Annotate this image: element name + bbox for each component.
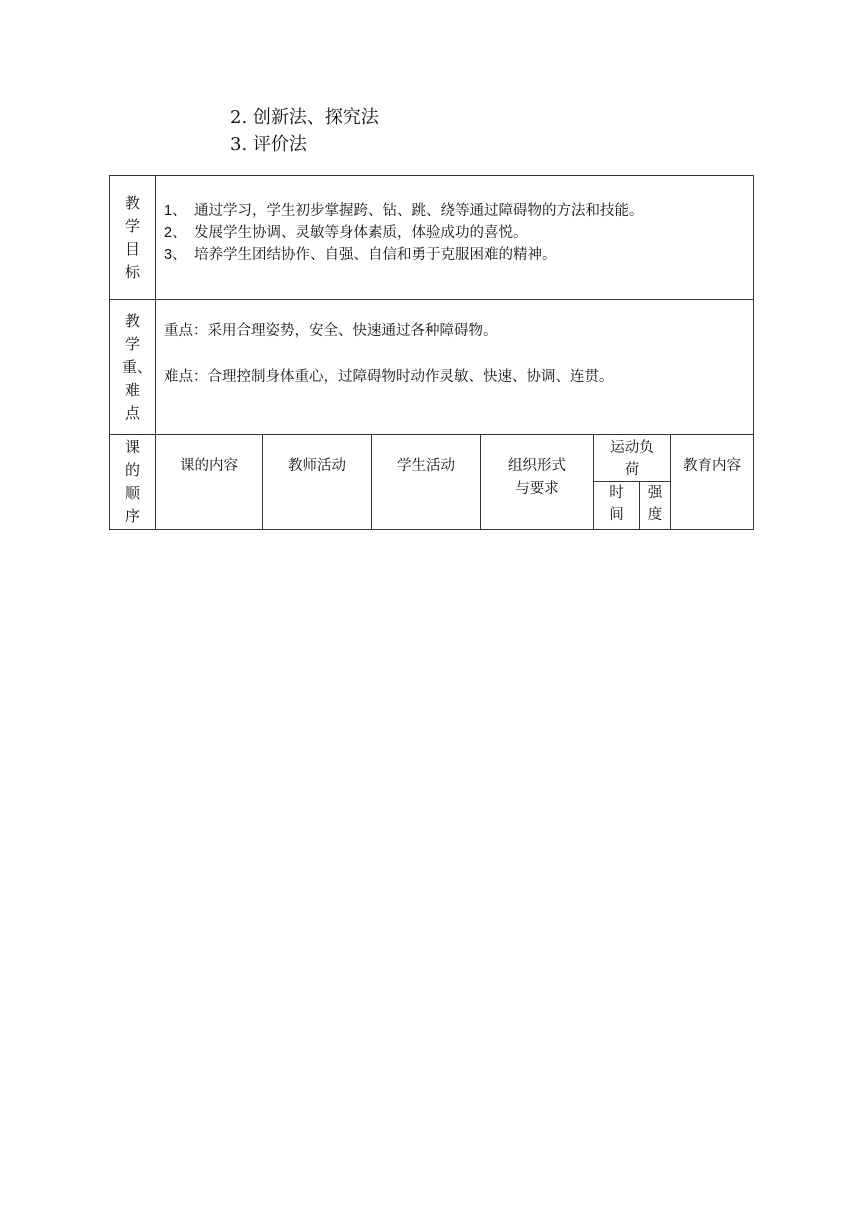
difficulty-point: 难点：合理控制身体重心，过障碍物时动作灵敏、快速、协调、连贯。 [164,369,614,385]
objective-item-2 [164,222,745,244]
objective-item-1 [164,200,745,222]
intensity-header: 强度 [640,482,671,530]
objective-text-3: 培养学生团结协作、自强、自信和勇于克服困难的精神。 [194,247,557,263]
load-header: 运动负荷 [594,435,671,482]
objective-num-2: 2、 [164,225,187,241]
student-activity-header: 学生活动 [372,435,481,530]
objectives-content [156,176,754,300]
objective-text-2: 发展学生协调、灵敏等身体素质，体验成功的喜悦。 [194,225,528,241]
order-header: 课的顺序 [110,435,156,530]
objective-text-1: 通过学习，学生初步掌握跨、钻、跳、绕等通过障碍物的方法和技能。 [194,203,644,219]
teaching-methods [230,104,379,158]
objectives-label: 教学目标 [110,176,156,300]
method-line-3: 3. 评价法 [230,134,307,155]
teacher-activity-header: 教师活动 [263,435,372,530]
objective-num-3: 3、 [164,247,187,263]
method-line-2: 2. 创新法、探究法 [230,107,379,128]
key-points-row [110,300,754,435]
header-row-top [110,435,754,482]
focus-point: 重点：采用合理姿势，安全、快速通过各种障碍物。 [164,323,498,339]
key-points-label: 教学重、难点 [110,300,156,435]
time-header: 时间 [594,482,640,530]
key-points-content [156,300,754,435]
organization-header: 组织形式与要求 [481,435,594,530]
objective-num-1: 1、 [164,203,187,219]
education-header: 教育内容 [671,435,754,530]
objectives-row [110,176,754,300]
objective-item-3 [164,244,745,266]
content-header: 课的内容 [156,435,263,530]
lesson-plan-table [109,175,754,530]
